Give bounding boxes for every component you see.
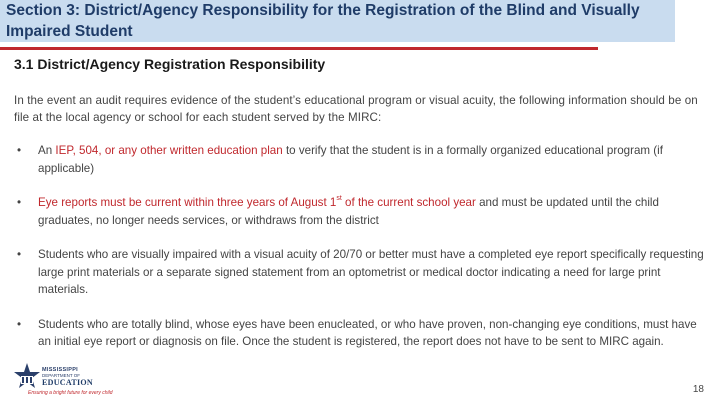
slide-title: Section 3: District/Agency Responsibility for the Registration of the Blind and Visually Impaired Student bbox=[6, 2, 640, 40]
logo-state: MISSISSIPPI bbox=[42, 367, 79, 373]
mde-logo bbox=[10, 360, 113, 402]
list-item bbox=[14, 142, 704, 177]
list-item bbox=[14, 246, 704, 299]
bullet-icon: • bbox=[17, 196, 22, 209]
bullet-text: Students who are totally blind, whose eyes have been enucleated, or who have proven, non-changing eye conditions, must have an initial eye report or diagnosis on file. Once the student is registered, the report does not have to be sent to MIRC again. bbox=[38, 317, 697, 348]
list-item bbox=[14, 316, 704, 351]
ordinal-superscript: st bbox=[336, 195, 342, 202]
star-building-icon bbox=[12, 362, 42, 390]
bullet-text-highlight: Eye reports must be current within three years of August 1 bbox=[38, 196, 337, 209]
bullet-text-pre: An bbox=[38, 144, 56, 157]
bullet-text-highlight-2: of the current school year bbox=[341, 196, 476, 209]
logo-department: DEPARTMENT OF bbox=[42, 373, 81, 378]
bullet-icon: • bbox=[17, 248, 22, 261]
bullet-icon: • bbox=[17, 144, 22, 157]
list-item bbox=[14, 194, 704, 229]
bullet-icon: • bbox=[17, 317, 22, 331]
bullet-text: Students who are visually impaired with a visual acuity of 20/70 or better must have a completed eye report specifically requesting large print materials or a separate signed statement from an optometrist or medical doctor indicating a need for large print materials. bbox=[38, 248, 704, 296]
page-number: 18 bbox=[692, 384, 704, 395]
logo-education: EDUCATION bbox=[42, 378, 94, 387]
title-underline-rule bbox=[0, 47, 598, 50]
bullet-text-highlight: IEP, 504, or any other written education plan bbox=[55, 144, 283, 157]
requirements-list bbox=[14, 142, 704, 351]
bullet-text-post: to verify that the student is in a formally organized educational program (if applicable) bbox=[38, 144, 663, 175]
intro-paragraph: In the event an audit requires evidence of the student’s educational program or visual acuity, the following information should be on file at the local agency or school for each student served by the MIRC: bbox=[14, 94, 698, 124]
logo-tagline: Ensuring a bright future for every child bbox=[28, 390, 113, 396]
bullet-text-post: and must be updated until the child graduates, no longer needs services, or withdraws from the district bbox=[38, 196, 659, 227]
section-subtitle: 3.1 District/Agency Registration Responsibility bbox=[14, 56, 326, 72]
